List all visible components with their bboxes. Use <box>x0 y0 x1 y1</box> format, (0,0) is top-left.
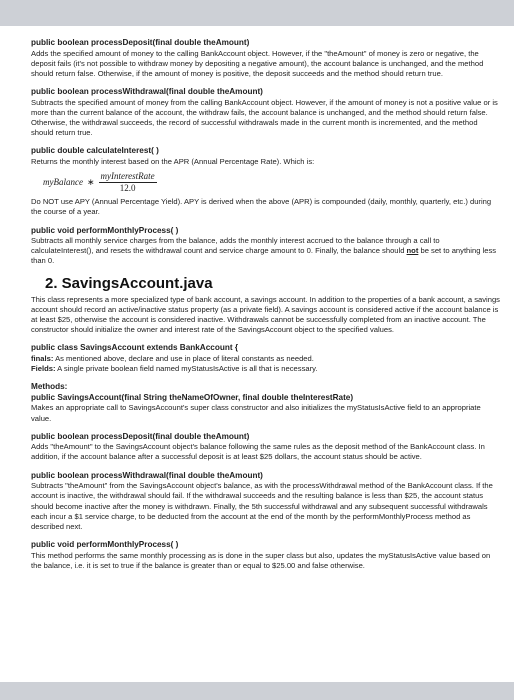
description-part: be set to anything less than 0. <box>31 246 497 266</box>
method-description: Adds the specified amount of money to the calling BankAccount object. However, if the "theAmount" of money is zero or negative, the deposit fails (it's not possible to withdraw money by depositing a negative amount), the account balance is unchanged, and the method should return false. Otherwise, if the amount of money is positive, the deposit succeeds and the method should return true. <box>31 48 484 78</box>
formula-lhs: myBalance <box>43 177 83 188</box>
method-heading: public void performMonthlyProcess( ) <box>31 225 179 235</box>
bottom-bar <box>0 682 514 700</box>
method-heading: public double calculateInterest( ) <box>31 146 159 156</box>
document-content <box>31 38 501 579</box>
savings-class-declaration <box>31 343 501 374</box>
formula-fraction <box>99 171 157 194</box>
constructor-heading: public SavingsAccount(final String theNameOfOwner, final double theInterestRate) <box>31 392 354 402</box>
savings-method-monthly <box>31 540 501 571</box>
constructor-description: Makes an appropriate call to SavingsAccount's super class constructor and also initializes the myStatusIsActive field to an appropriate value. <box>31 403 481 423</box>
fields-label: Fields: <box>31 364 56 374</box>
section-calculate-interest <box>31 146 501 217</box>
method-description: Subtracts the specified amount of money from the calling BankAccount object. However, if the amount of money is not a positive value or is more than the current balance of the account, the withdraw fails, the account balance is unchanged, and the method should return false. Otherwise, the withdrawal succeeds, the record of successful withdrawals made in the current month is incremented, and the method should return true. <box>31 97 498 138</box>
method-heading: public boolean processWithdrawal(final double theAmount) <box>31 470 263 480</box>
fields-text: A single private boolean field named myStatusIsActive is all that is necessary. <box>55 364 318 374</box>
method-description: Returns the monthly interest based on the APR (Annual Percentage Rate). Which is: <box>31 156 315 166</box>
fields-line <box>31 364 501 374</box>
formula-numerator: myInterestRate <box>100 170 155 181</box>
method-description: Adds "theAmount" to the SavingsAccount object's balance following the same rules as the deposit method of the BankAccount class. In addition, if the account balance after a successful deposit is at least $25 dollars, the account status should be active. <box>31 442 485 462</box>
savings-constructor <box>31 382 501 423</box>
class-heading: public class SavingsAccount extends BankAccount { <box>31 343 239 353</box>
description-part: Subtracts all monthly service charges from the balance, adds the monthly interest accrued to the balance through a call to calculateInterest(), and resets the withdrawal count and service charge amount to 0. Finally, the balance should <box>31 236 440 256</box>
top-bar <box>0 0 514 26</box>
method-description <box>31 236 501 267</box>
finals-label: finals: <box>31 353 54 363</box>
method-heading: public boolean processDeposit(final double theAmount) <box>31 38 250 47</box>
method-description: This method performs the same monthly processing as is done in the super class but also, updates the myStatusIsActive value based on the balance, i.e. it is set to true if the balance is greater than or equal to $25.00 and false otherwise. <box>31 550 491 570</box>
savings-method-withdrawal <box>31 471 501 533</box>
method-description: Subtracts "theAmount" from the SavingsAccount object's balance, as with the processWithdrawal method of the BankAccount class. If the account is inactive, the withdrawal should fail. If the withdrawal succeeds and the resulting balance is less than $25, the account status should become inactive after the money is withdrawn. Finally, the 5th successful withdrawal and any subsequent successful withdrawals each incur a $1 service charge, to be deducted from the account at the end of the month by the performMonthlyProcess method as described next. <box>31 481 493 531</box>
section-title: 2. SavingsAccount.java <box>45 274 213 292</box>
intro-paragraph: This class represents a more specialized type of bank account, a savings account. In addition to the properties of a bank account, a savings account should record an active/inactive status property (as a private field). A savings account is considered active if the account balance is at least $25, otherwise the account is considered inactive. Withdrawals cannot be successfully completed from an inactive account. The constructor should initialize the owner and interest rate of the SavingsAccount object to the specified values. <box>31 294 500 335</box>
section-process-deposit <box>31 38 501 79</box>
formula-operator: ∗ <box>86 176 95 187</box>
finals-line <box>31 354 501 364</box>
formula-denominator: 12.0 <box>119 182 136 193</box>
emphasis-not: not <box>406 246 419 256</box>
method-heading: public void performMonthlyProcess( ) <box>31 540 179 550</box>
apy-note: Do NOT use APY (Annual Percentage Yield). APY is derived when the above (APR) is compounded (daily, monthly, quarterly, etc.) during the course of a year. <box>31 197 492 217</box>
method-heading: public boolean processWithdrawal(final double theAmount) <box>31 87 263 97</box>
savings-method-deposit <box>31 432 501 463</box>
section-perform-monthly-process <box>31 226 501 267</box>
methods-label: Methods: <box>31 382 68 392</box>
method-heading: public boolean processDeposit(final double theAmount) <box>31 431 250 441</box>
document-page <box>0 26 514 682</box>
finals-text: As mentioned above, declare and use in place of literal constants as needed. <box>53 353 314 363</box>
section-process-withdrawal <box>31 87 501 138</box>
interest-formula <box>43 169 501 195</box>
savings-intro <box>31 295 501 336</box>
